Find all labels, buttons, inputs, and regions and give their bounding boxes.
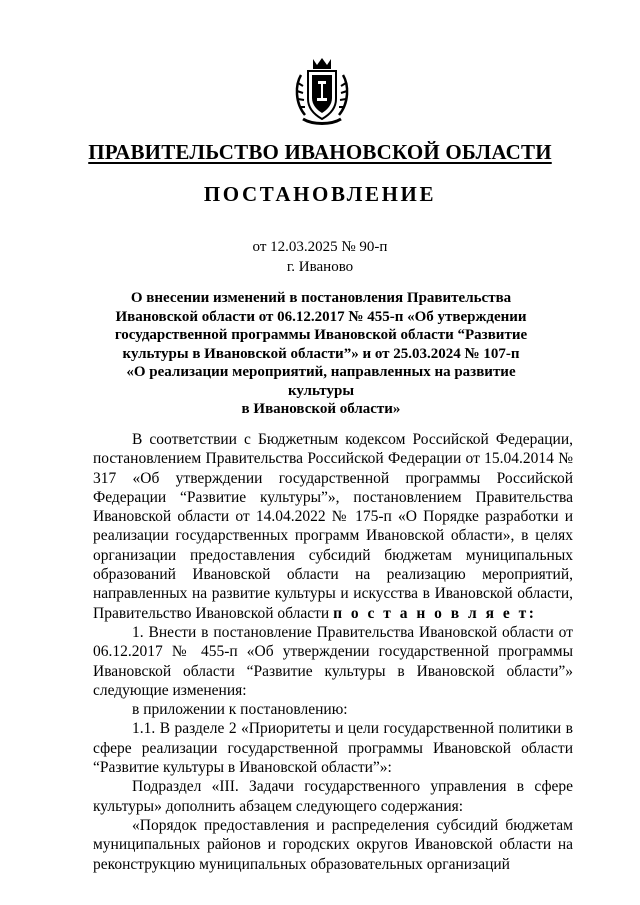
subject-line: в Ивановской области» xyxy=(241,401,401,417)
decree-word: п о с т а н о в л я е т: xyxy=(333,604,537,622)
date-block xyxy=(0,237,640,277)
subject-line: «О реализации мероприятий, направленных на развитие культуры xyxy=(126,364,516,399)
document-type: ПОСТАНОВЛЕНИЕ xyxy=(203,182,437,206)
subject-line: О внесении изменений в постановления Правительства xyxy=(130,290,512,306)
coat-of-arms-icon xyxy=(291,55,353,127)
body-paragraph: 1.1. В разделе 2 «Приоритеты и цели государственной политики в сфере реализации государственной программы Ивановской области “Развитие культуры в Ивановской области”»: xyxy=(93,720,573,777)
document-body xyxy=(93,430,573,874)
body-paragraph: в приложении к постановлению: xyxy=(132,701,348,719)
body-paragraph: 1. Внести в постановление Правительства Ивановской области от 06.12.2017 № 455-п «Об утверждении государственной программы Ивановской области “Развитие культуры в Ивановской области”» следующие изменения: xyxy=(93,623,573,699)
preamble-paragraph xyxy=(93,430,573,623)
subject-line: государственной программы Ивановской области “Развитие xyxy=(114,327,528,343)
body-paragraph: «Порядок предоставления и распределения субсидий бюджетам муниципальных районов и городских округов Ивановской области на реконструкцию муниципальных образовательных организаций xyxy=(93,816,573,873)
subject-line: Ивановской области от 06.12.2017 № 455-п «Об утверждении xyxy=(115,308,527,325)
date-number: от 12.03.2025 № 90-п xyxy=(252,239,388,255)
city: г. Иваново xyxy=(286,259,354,275)
government-name: ПРАВИТЕЛЬСТВО ИВАНОВСКОЙ ОБЛАСТИ xyxy=(88,140,552,164)
subject-line: культуры в Ивановской области”» и от 25.03.2024 № 107-п xyxy=(122,345,520,362)
body-paragraph: Подраздел «III. Задачи государственного управления в сфере культуры» дополнить абзацем следующего содержания: xyxy=(93,778,573,815)
subject-title xyxy=(96,289,546,419)
preamble-text: В соответствии с Бюджетным кодексом Российской Федерации, постановлением Правительства Российской Федерации от 15.04.2014 № 317 «Об утверждении государственной программы Российской Федерации “Развитие культуры”», постановлением Правительства Ивановской области от 14.04.2022 № 175-п «О Порядке разработки и реализации государственных программ Ивановской области», в целях организации предоставления субсидий бюджетам муниципальных образований Ивановской области на реализацию мероприятий, направленных на развитие культуры и искусства в Ивановской области, Правительство Ивановской области xyxy=(93,431,573,622)
